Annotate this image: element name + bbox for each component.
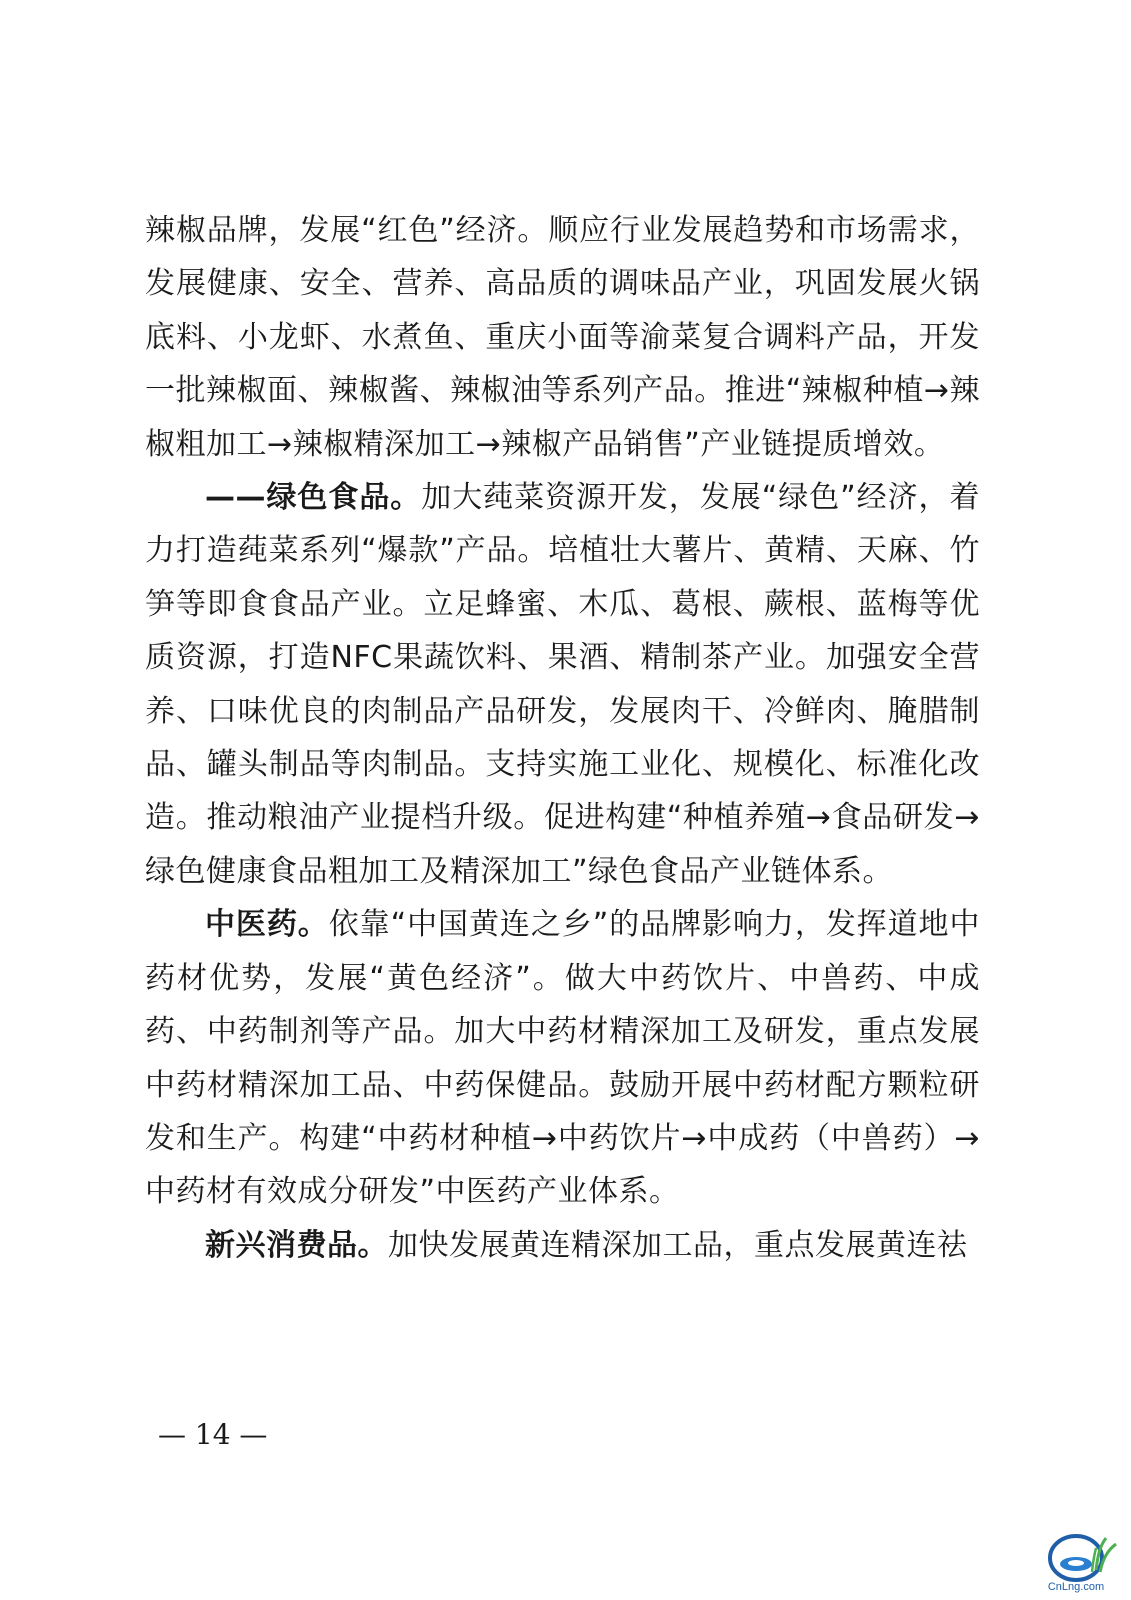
- paragraph-tcm-text: 依靠“中国黄连之乡”的品牌影响力，发挥道地中药材优势，发展“黄色经济”。做大中药饮片、中兽药、中成药、中药制剂等产品。加大中药材精深加工及研发，重点发展中药材精深加工品、中药保健品。鼓励开展中药材配方颗粒研发和生产。构建“中药材种植→中药饮片→中成药（中兽药）→中药材有效成分研发”中医药产业体系。: [145, 907, 980, 1210]
- watermark-text: CnLng.com: [1047, 1581, 1105, 1593]
- paragraph-tcm-lead: 中医药。: [205, 907, 329, 943]
- paragraph-green-food-text: 加大莼菜资源开发，发展“绿色”经济，着力打造莼菜系列“爆款”产品。培植壮大薯片、黄精、天麻、竹笋等即食食品产业。立足蜂蜜、木瓜、葛根、蕨根、蓝梅等优质资源，打造NFC果蔬饮料、果酒、精制茶产业。加强安全营养、口味优良的肉制品产品研发，发展肉干、冷鲜肉、腌腊制品、罐头制品等肉制品。支持实施工业化、规模化、标准化改造。推动粮油产业提档升级。促进构建“种植养殖→食品研发→绿色健康食品粗加工及精深加工”绿色食品产业链体系。: [145, 480, 980, 889]
- body-text: [145, 204, 980, 1272]
- paragraph-tcm: [145, 898, 980, 1218]
- paragraph-chili: [145, 204, 980, 471]
- watermark-logo-icon: [1036, 1532, 1124, 1594]
- paragraph-green-food-lead: ——绿色食品。: [205, 480, 422, 516]
- watermark-logo: [1036, 1532, 1124, 1594]
- paragraph-chili-text: 辣椒品牌，发展“红色”经济。顺应行业发展趋势和市场需求，发展健康、安全、营养、高品质的调味品产业，巩固发展火锅底料、小龙虾、水煮鱼、重庆小面等渝菜复合调料产品，开发一批辣椒面、辣椒酱、辣椒油等系列产品。推进“辣椒种植→辣椒粗加工→辣椒精深加工→辣椒产品销售”产业链提质增效。: [145, 213, 980, 462]
- paragraph-new-consumer: [145, 1219, 980, 1272]
- paragraph-new-consumer-lead: 新兴消费品。: [205, 1227, 388, 1263]
- paragraph-new-consumer-text: 加快发展黄连精深加工品，重点发展黄连祛: [388, 1227, 968, 1263]
- paragraph-green-food: [145, 471, 980, 898]
- page-number: — 14 —: [158, 1418, 268, 1451]
